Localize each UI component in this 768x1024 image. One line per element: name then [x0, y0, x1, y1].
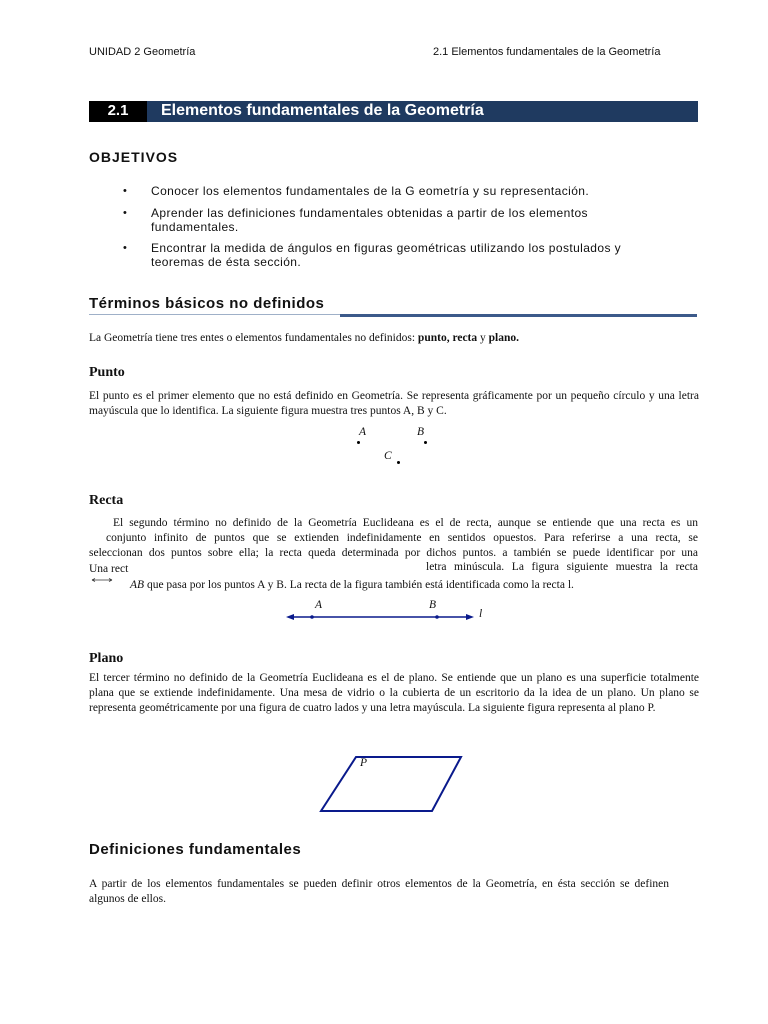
- recta-line-5: [130, 578, 700, 593]
- punto-text: El punto es el primer elemento que no está definido en Geometría. Se representa gráficamente por un pequeño círculo y una letra mayúscula que lo identifica. La siguiente figura muestra tres puntos A, B y C.: [89, 390, 699, 417]
- recta-line-4-right: letra minúscula. La figura siguiente muestra la recta: [426, 561, 698, 573]
- line-point-label-a: A: [315, 599, 323, 611]
- point-c: [397, 461, 400, 464]
- intro-end: .: [516, 332, 520, 344]
- plano-heading: Plano: [89, 651, 124, 666]
- point-a: [357, 441, 360, 444]
- heading-rule-thick: [340, 314, 697, 317]
- bullet-icon: •: [123, 185, 127, 197]
- recta-line-2: conjunto infinito de puntos que se extienden indefinidamente en sentidos opuestos. Para referirse a una recta, se: [106, 532, 698, 544]
- recta-line-5-text: que pasa por los puntos A y B. La recta de la figura también está identificada como la recta l.: [144, 579, 574, 591]
- definiciones-heading: Definiciones fundamentales: [89, 841, 302, 858]
- plane-parallelogram: [318, 754, 464, 814]
- recta-heading: Recta: [89, 493, 124, 508]
- definiciones-text: A partir de los elementos fundamentales se pueden definir otros elementos de la Geometría, en ésta sección se definen algunos de ellos.: [89, 878, 669, 905]
- bullet-icon: •: [123, 242, 127, 254]
- recta-line-4-left: Una rect: [89, 563, 129, 575]
- objective-text: Conocer los elementos fundamentales de la G eometría y su representación.: [151, 184, 590, 198]
- recta-line-3: seleccionan dos puntos sobre ella; la recta queda determinada por dichos puntos. a también se puede identificar por una: [89, 547, 698, 559]
- line-notation-icon: [91, 577, 113, 583]
- bullet-icon: •: [123, 207, 127, 219]
- section-title: Elementos fundamentales de la Geometría: [161, 102, 484, 119]
- plane-label-p: P: [360, 757, 368, 769]
- objective-text: Aprender las definiciones fundamentales obtenidas a partir de los elementos fundamentales.: [151, 206, 588, 234]
- term-plano: plano: [488, 332, 517, 344]
- term-punto: punto: [417, 332, 447, 344]
- term-recta: recta: [452, 332, 478, 344]
- objectives-heading: OBJETIVOS: [89, 149, 179, 165]
- running-header-right: 2.1 Elementos fundamentales de la Geometría: [433, 46, 661, 58]
- point-b: [424, 441, 427, 444]
- punto-heading: Punto: [89, 365, 125, 380]
- point-label-a: A: [359, 426, 367, 438]
- terminos-heading: Términos básicos no definidos: [89, 295, 325, 312]
- recta-line-1: El segundo término no definido de la Geometría Euclideana es el de recta, aunque se entiende que una recta es un: [113, 517, 698, 529]
- objective-text: Encontrar la medida de ángulos en figuras geométricas utilizando los postulados y teoremas de ésta sección.: [151, 241, 621, 269]
- line-l: [286, 611, 476, 623]
- point-label-b: B: [417, 426, 425, 438]
- running-header-left: UNIDAD 2 Geometría: [89, 46, 196, 58]
- section-number: 2.1: [107, 102, 129, 119]
- intro-text: La Geometría tiene tres entes o elementos fundamentales no definidos:: [89, 332, 418, 344]
- point-label-c: C: [384, 450, 392, 462]
- line-ab-label: AB: [130, 579, 145, 591]
- intro-separator: y: [477, 332, 489, 344]
- terminos-intro: [89, 331, 709, 346]
- line-point-label-b: B: [429, 599, 437, 611]
- line-label-l: l: [479, 608, 483, 620]
- plano-text: El tercer término no definido de la Geometría Euclideana es el de plano. Se entiende que un plano es una superficie totalmente plana que se extiende indefinidamente. Una mesa de vidrio o la cubierta de un escritorio da la idea de un plano. Un plano se representa geométricamente por una figura de cuatro lados y una letra mayúscula. La siguiente figura representa al plano P.: [89, 672, 699, 714]
- intro-separator: ,: [446, 332, 453, 344]
